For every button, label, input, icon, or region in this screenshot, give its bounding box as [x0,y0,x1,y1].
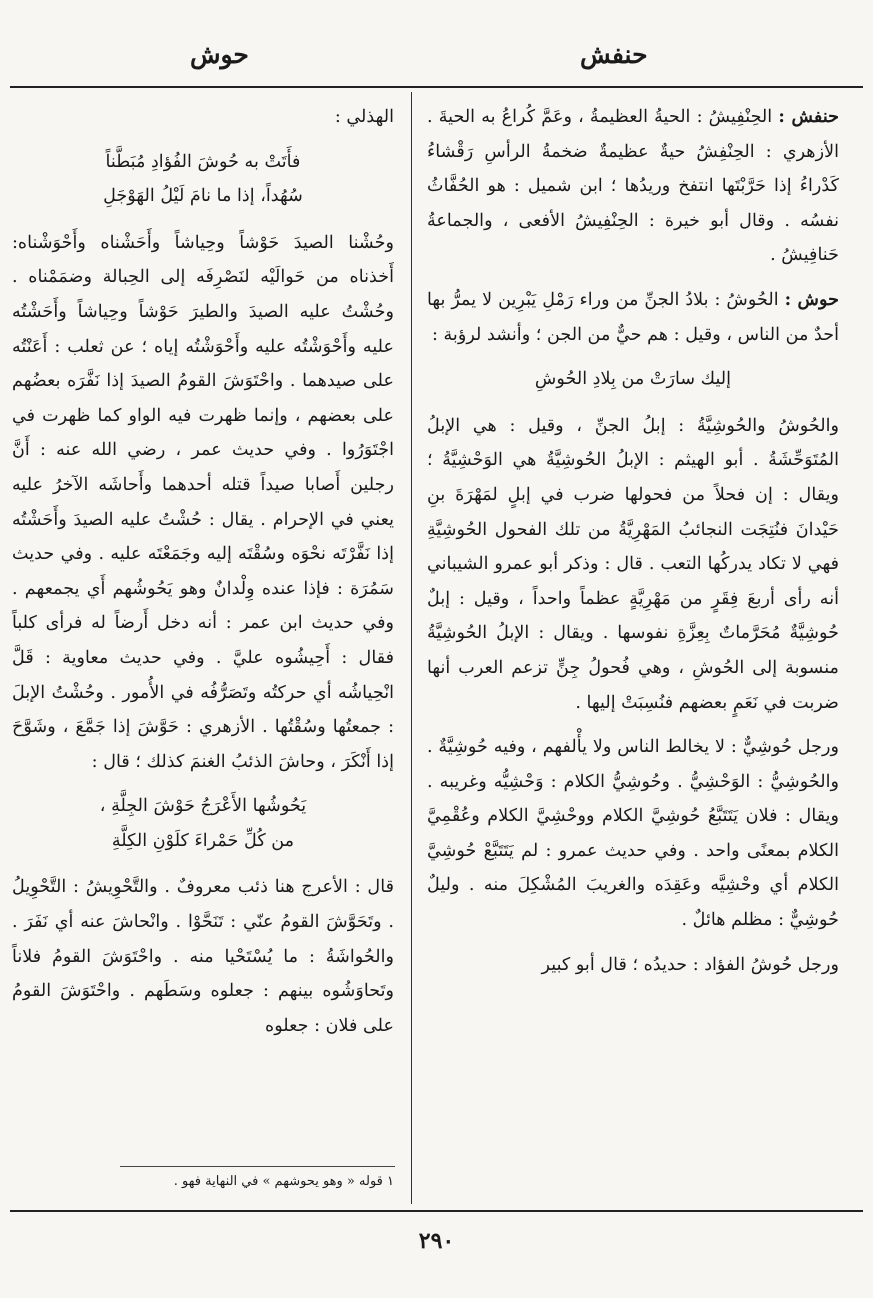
entry-headword: حوش : [784,288,839,310]
paragraph: ورجل حُوشِيٌّ : لا يخالط الناس ولا يأْلفهم ، وفيه حُوشِيَّةٌ . والحُوشِيُّ : الوَحْشِيُّ . وحُوشِيُّ الكلام : وَحْشِيُّه وغريبه . ويقال : فلان يَتَتَبَّعُ حُوشِيَّ الكلام ووحْشِيَّ الكلام وعُقْمِيَّ الكلام بمعنًى واحد . وفي حديث عمرو : لم يَتَتَبَّعْ حُوشِيَّ الكلام أي وحْشِيَّه وعَقِدَه والغريبَ المُشْكِلَ منه . وليلٌ حُوشِيٌّ : مظلم هائلٌ . [427,737,839,931]
entry-headword: حنفش : [778,106,839,127]
verse-hemistich: فأَتَتْ به حُوشَ الفُؤادِ مُبَطَّناً [105,151,301,172]
entry-hawsh [427,283,839,352]
page-number: ٢٩٠ [418,1228,455,1254]
entry-text: الحِنْفِيشُ : الحيةُ العظيمةُ ، وعَمَّ كُراعُ به الحيةَ . الأزهري : الحِنْفِشُ حيةٌ عظيمةٌ ضخمةُ الرأسِ رَقْشاءُ كَدْراءُ إذا حَرَّبْتَها انتفخ وريدُها ؛ ابن شميل : هو الحُفَّاثُ نفسُه . وقال أبو خيرة : الحِنْفِيشُ الأفعى ، والجماعةُ حَنافِيشُ . [427,107,839,266]
left-page-header: حوش [190,40,249,69]
top-rule [10,86,863,88]
verse-hemistich: يَحُوشُها الأَعْرَجُ حَوْشَ الجِلَّةِ ، [99,796,307,817]
entry-hanfash [427,100,839,273]
right-page-header: حنفش [580,40,648,69]
verse-line [12,145,394,214]
footnote: ١ قوله « وهو يحوشهم » في النهاية فهو . [173,1174,394,1189]
paragraph: والحُوشُ والحُوشِيَّةُ : إبلُ الجنِّ ، وقيل : هي الإبلُ المُتَوَحِّشَةُ . أبو الهيثم : الإبلُ الحُوشِيَّةُ هي الوَحْشِيَّةُ ؛ ويقال : إن فحلاً من فحولها ضرب في إبلٍ لمَهْرَةَ بنِ حَيْدانَ فنُتِجَت النجائبُ المَهْرِيَّةُ من تلك الفحول الحُوشِيَّةِ فهي لا تكاد يدركُها التعب . قال : وذكر أبو عمرو الشيباني أنه رأى أربعَ فِقَرٍ من مَهْرِيَّةٍ عظماً واحداً ، وقيل : إبلٌ حُوشِيَّةٌ مُحَرَّماتٌ بِعِزَّةِ نفوسها . ويقال : الإبلُ الحُوشِيَّةُ منسوبة إلى الحُوشِ ، وهي فُحولُ جِنٍّ تزعم العرب أنها ضربت في نَعَمٍ بعضهم فنُسِبَتْ إليها . [427,415,839,713]
paragraph: قال : الأعرج هنا ذئب معروفٌ . والتَّحْوِيشُ : التَّحْوِيلُ . وتَحَوَّشَ القومُ عنّي : تَنَحَّوْا . وانْحاشَ عنه أي نَفَرَ . والحُواشَةُ : ما يُسْتَحْيا منه . واحْتَوَشَ القومُ فلاناً وتَحاوَشُوه بينهم : جعلوه وسَطَهم . واحْتَوَشَ القومُ على فلان : جعلوه [12,877,394,1036]
verse-line: إليك سارَتْ من بِلادِ الحُوشِ [534,369,732,390]
entry-text: الحُوشُ : بلادُ الجنِّ من وراء رَمْلِ يَبْرِين لا يمرُّ بها أحدٌ من الناس ، وقيل : هم حيٌّ من الجن ؛ وأنشد لرؤبة : [427,289,839,345]
verse-hemistich: سُهُداً، إذا ما نامَ لَيْلُ الهَوْجَلِ [103,186,303,207]
footnote-rule [120,1166,395,1167]
paragraph: وحُشْنا الصيدَ حَوْشاً وحِياشاً وأَحَشْناه وأَحْوَشْناه: أَخذناه من حَوالَيْه لنَصْرِفَه إلى الحِبالة وضمَمْناه . وحُشْتُ عليه الصيدَ والطيرَ حَوْشاً وحِياشاً وأَحَشْتُه عليه وأَحْوَشْتُه عليه وأَحْوَشْتُه إياه ؛ عن ثعلب : أَعَنْتُه على صيدهما . واحْتَوَشَ القومُ الصيدَ إذا نَفَّرَه بعضُهم على بعضهم ، وإنما ظهرت فيه الواو كما ظهرت في اجْتَوَرُوا . وفي حديث عمر ، رضي الله عنه : أَنَّ رجلين أَصابا صيداً قتله أحدهما وأَحاشَه الآخرُ عليه يعني في الإحرام . يقال : حُشْتُ عليه الصيدَ وأَحَشْتُه إذا نَفَّرْتَه نحْوَه وسُقْتَه إليه وجَمَعْتَه عليه . وفي حديث سَمُرَة : فإذا عنده وِلْدانٌ وهو يَحُوشُهم أَي يجمعهم . وفي حديث ابن عمر : أنه دخل أَرضاً له فرأى كلباً فقال : أَحِيشُوه عليَّ . وفي حديث معاوية : قَلَّ انْحِياشُه أي حركتُه وتَصَرُّفُه في الأُمور . وحُشْتُ الإبلَ : جمعتُها وسُقْتُها . الأزهري : حَوَّشَ إذا جَمَّعَ ، وشَوَّحَ إذا أَنْكَرَ ، وحاشَ الذئبُ الغنمَ كذلك ؛ قال : [12,232,394,772]
verse-line [12,789,394,858]
column-divider [411,92,412,1204]
paragraph: ورجل حُوشُ الفؤاد : حديدُه ؛ قال أبو كبير [541,954,839,975]
paragraph: الهذلي : [334,107,394,127]
bottom-rule [10,1210,863,1212]
right-column [427,100,839,992]
verse-hemistich: من كُلِّ حَمْراءَ كلَوْنِ الكِلَّةِ [111,830,295,851]
left-column [12,100,394,1053]
